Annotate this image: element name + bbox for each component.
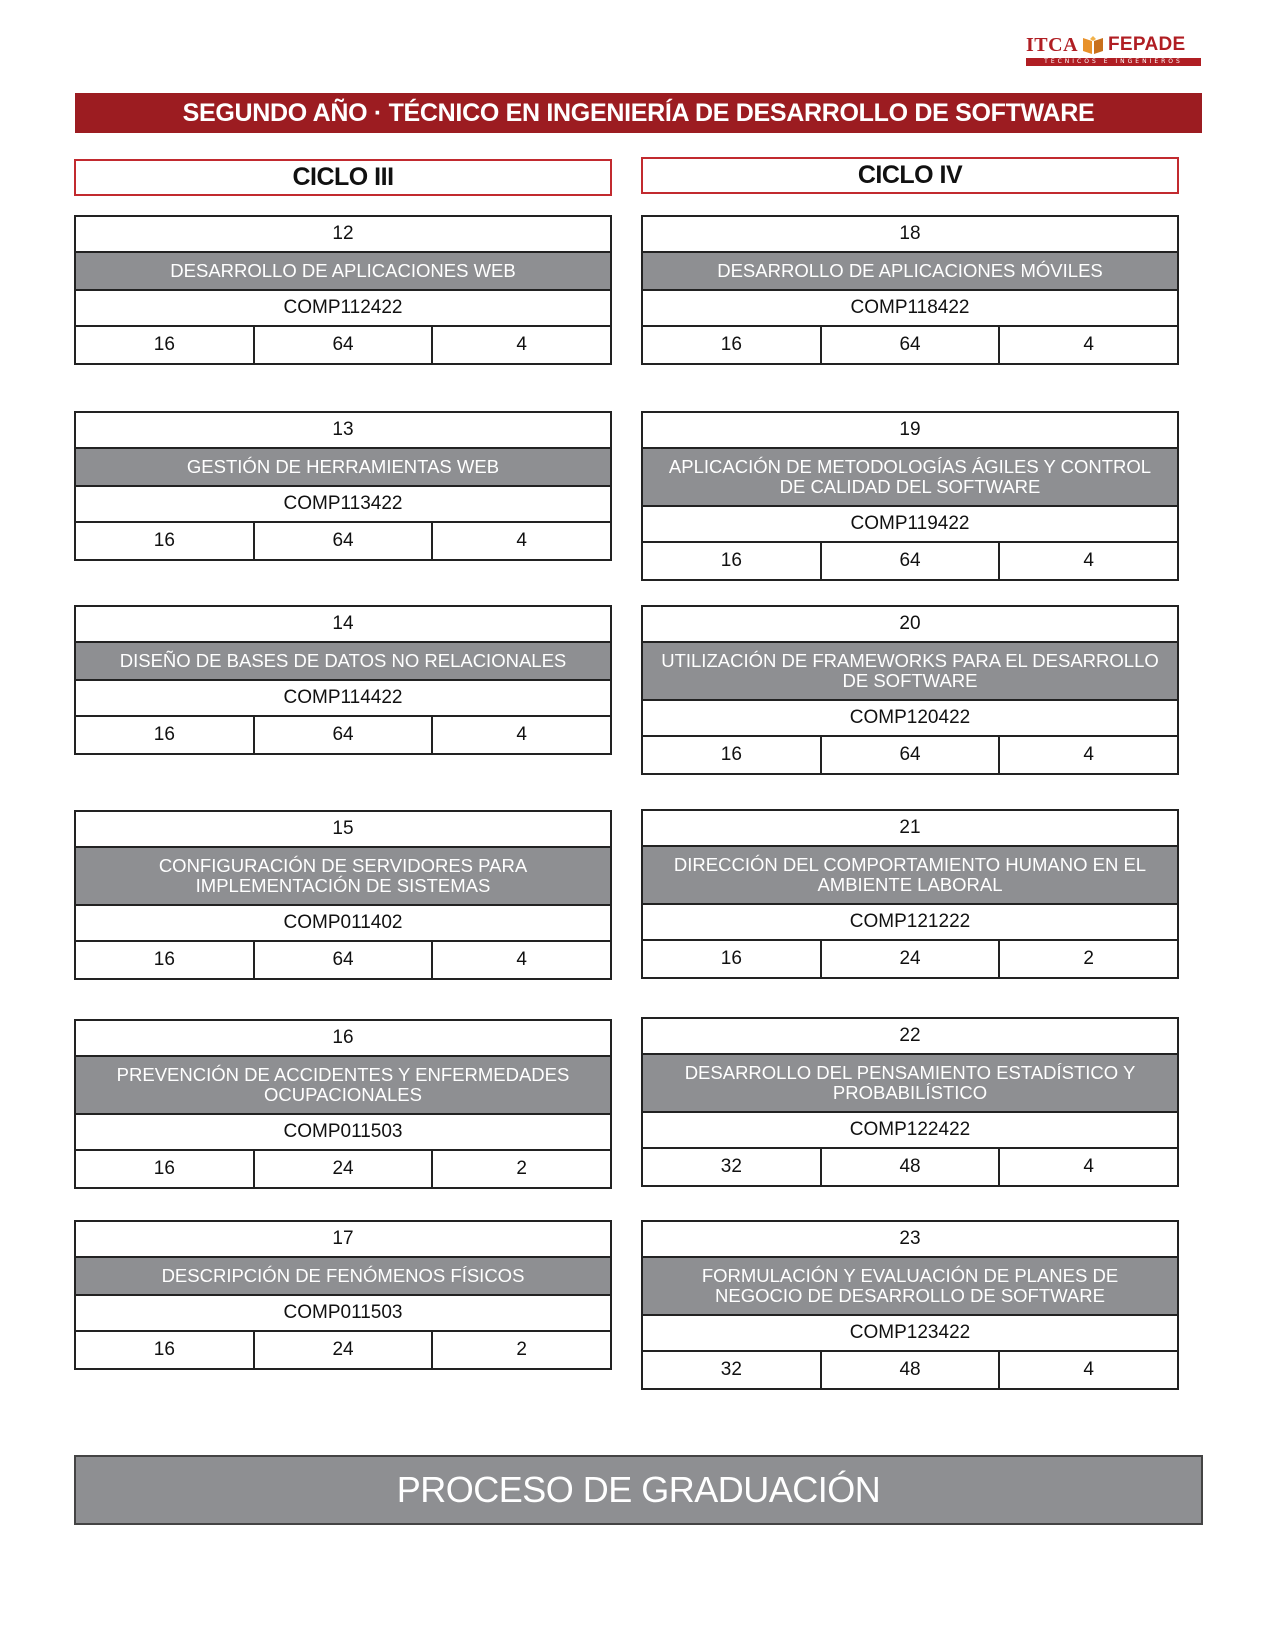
course-code: COMP113422 bbox=[76, 487, 610, 523]
course-number: 13 bbox=[76, 413, 610, 449]
course-value: 4 bbox=[516, 949, 527, 970]
course-number: 19 bbox=[643, 413, 1177, 449]
course-value: 24 bbox=[255, 1332, 434, 1368]
course-card bbox=[74, 1019, 612, 1189]
course-value: 16 bbox=[643, 543, 822, 579]
page-title-banner: SEGUNDO AÑO · TÉCNICO EN INGENIERÍA DE DESARROLLO DE SOFTWARE bbox=[75, 93, 1202, 133]
course-values bbox=[76, 523, 610, 559]
course-value: 64 bbox=[822, 543, 1001, 579]
course-number: 16 bbox=[76, 1021, 610, 1057]
course-value: 4 bbox=[516, 530, 527, 551]
course-value: 64 bbox=[822, 327, 1001, 363]
course-value: 32 bbox=[643, 1149, 822, 1185]
course-code: COMP121222 bbox=[643, 905, 1177, 941]
course-card bbox=[641, 411, 1179, 581]
course-code: COMP122422 bbox=[643, 1113, 1177, 1149]
course-number: 18 bbox=[643, 217, 1177, 253]
course-code: COMP011402 bbox=[76, 906, 610, 942]
course-value: 64 bbox=[255, 717, 434, 753]
course-value: 24 bbox=[822, 941, 1001, 977]
course-values bbox=[76, 1151, 610, 1187]
logo-itca-text: ITCA bbox=[1026, 33, 1079, 56]
course-name: DISEÑO DE BASES DE DATOS NO RELACIONALES bbox=[76, 643, 610, 681]
course-values bbox=[643, 941, 1177, 977]
course-name: DESCRIPCIÓN DE FENÓMENOS FÍSICOS bbox=[76, 1258, 610, 1296]
course-value: 16 bbox=[643, 327, 822, 363]
course-value: 16 bbox=[76, 523, 255, 559]
itca-fepade-logo bbox=[1026, 33, 1201, 65]
course-values bbox=[643, 1149, 1177, 1185]
cycle-iii-header: CICLO III bbox=[74, 159, 612, 196]
course-code: COMP119422 bbox=[643, 507, 1177, 543]
course-value: 48 bbox=[822, 1149, 1001, 1185]
course-values bbox=[76, 717, 610, 753]
course-value: 48 bbox=[822, 1352, 1001, 1388]
course-values bbox=[643, 327, 1177, 363]
course-value: 32 bbox=[643, 1352, 822, 1388]
course-card bbox=[641, 1017, 1179, 1187]
course-value: 4 bbox=[1083, 1156, 1094, 1177]
course-number: 14 bbox=[76, 607, 610, 643]
course-name: DESARROLLO DEL PENSAMIENTO ESTADÍSTICO Y PROBABILÍSTICO bbox=[643, 1055, 1177, 1113]
course-code: COMP112422 bbox=[76, 291, 610, 327]
course-card bbox=[74, 411, 612, 561]
course-name: DESARROLLO DE APLICACIONES WEB bbox=[76, 253, 610, 291]
course-name: DESARROLLO DE APLICACIONES MÓVILES bbox=[643, 253, 1177, 291]
course-value: 4 bbox=[1083, 744, 1094, 765]
course-value: 4 bbox=[1083, 550, 1094, 571]
course-number: 20 bbox=[643, 607, 1177, 643]
course-name: FORMULACIÓN Y EVALUACIÓN DE PLANES DE NEGOCIO DE DESARROLLO DE SOFTWARE bbox=[643, 1258, 1177, 1316]
course-card bbox=[74, 215, 612, 365]
course-code: COMP114422 bbox=[76, 681, 610, 717]
course-values bbox=[76, 327, 610, 363]
course-value: 64 bbox=[255, 523, 434, 559]
course-values bbox=[76, 942, 610, 978]
course-values bbox=[643, 543, 1177, 579]
course-values bbox=[643, 737, 1177, 773]
course-value: 2 bbox=[516, 1339, 527, 1360]
course-value: 16 bbox=[76, 717, 255, 753]
course-values bbox=[643, 1352, 1177, 1388]
course-card bbox=[641, 605, 1179, 775]
course-name: APLICACIÓN DE METODOLOGÍAS ÁGILES Y CONTROL DE CALIDAD DEL SOFTWARE bbox=[643, 449, 1177, 507]
course-name: CONFIGURACIÓN DE SERVIDORES PARA IMPLEMENTACIÓN DE SISTEMAS bbox=[76, 848, 610, 906]
course-value: 16 bbox=[76, 942, 255, 978]
course-number: 17 bbox=[76, 1222, 610, 1258]
logo-tagline: TÉCNICOS E INGENIEROS bbox=[1026, 58, 1201, 66]
course-value: 64 bbox=[822, 737, 1001, 773]
course-value: 16 bbox=[76, 327, 255, 363]
course-value: 4 bbox=[1083, 1359, 1094, 1380]
course-value: 16 bbox=[76, 1332, 255, 1368]
course-code: COMP118422 bbox=[643, 291, 1177, 327]
course-values bbox=[76, 1332, 610, 1368]
course-value: 4 bbox=[516, 334, 527, 355]
course-number: 15 bbox=[76, 812, 610, 848]
course-card bbox=[74, 810, 612, 980]
course-number: 23 bbox=[643, 1222, 1177, 1258]
course-code: COMP011503 bbox=[76, 1296, 610, 1332]
logo-fepade-text: FEPADE bbox=[1108, 34, 1186, 55]
course-name: DIRECCIÓN DEL COMPORTAMIENTO HUMANO EN EL AMBIENTE LABORAL bbox=[643, 847, 1177, 905]
course-value: 2 bbox=[516, 1158, 527, 1179]
course-card bbox=[641, 809, 1179, 979]
course-name: GESTIÓN DE HERRAMIENTAS WEB bbox=[76, 449, 610, 487]
graduation-process-bar: PROCESO DE GRADUACIÓN bbox=[74, 1455, 1203, 1525]
course-card bbox=[641, 1220, 1179, 1390]
course-code: COMP123422 bbox=[643, 1316, 1177, 1352]
course-value: 64 bbox=[255, 327, 434, 363]
course-name: UTILIZACIÓN DE FRAMEWORKS PARA EL DESARROLLO DE SOFTWARE bbox=[643, 643, 1177, 701]
course-value: 16 bbox=[76, 1151, 255, 1187]
course-name: PREVENCIÓN DE ACCIDENTES Y ENFERMEDADES OCUPACIONALES bbox=[76, 1057, 610, 1115]
book-logo-icon bbox=[1082, 35, 1104, 55]
course-code: COMP120422 bbox=[643, 701, 1177, 737]
course-value: 4 bbox=[516, 724, 527, 745]
course-number: 21 bbox=[643, 811, 1177, 847]
course-value: 2 bbox=[1083, 948, 1094, 969]
course-card bbox=[74, 1220, 612, 1370]
course-card bbox=[641, 215, 1179, 365]
cycle-iv-header: CICLO IV bbox=[641, 157, 1179, 194]
course-value: 4 bbox=[1083, 334, 1094, 355]
course-value: 16 bbox=[643, 737, 822, 773]
course-card bbox=[74, 605, 612, 755]
course-number: 22 bbox=[643, 1019, 1177, 1055]
course-number: 12 bbox=[76, 217, 610, 253]
course-value: 24 bbox=[255, 1151, 434, 1187]
course-value: 16 bbox=[643, 941, 822, 977]
course-code: COMP011503 bbox=[76, 1115, 610, 1151]
course-value: 64 bbox=[255, 942, 434, 978]
